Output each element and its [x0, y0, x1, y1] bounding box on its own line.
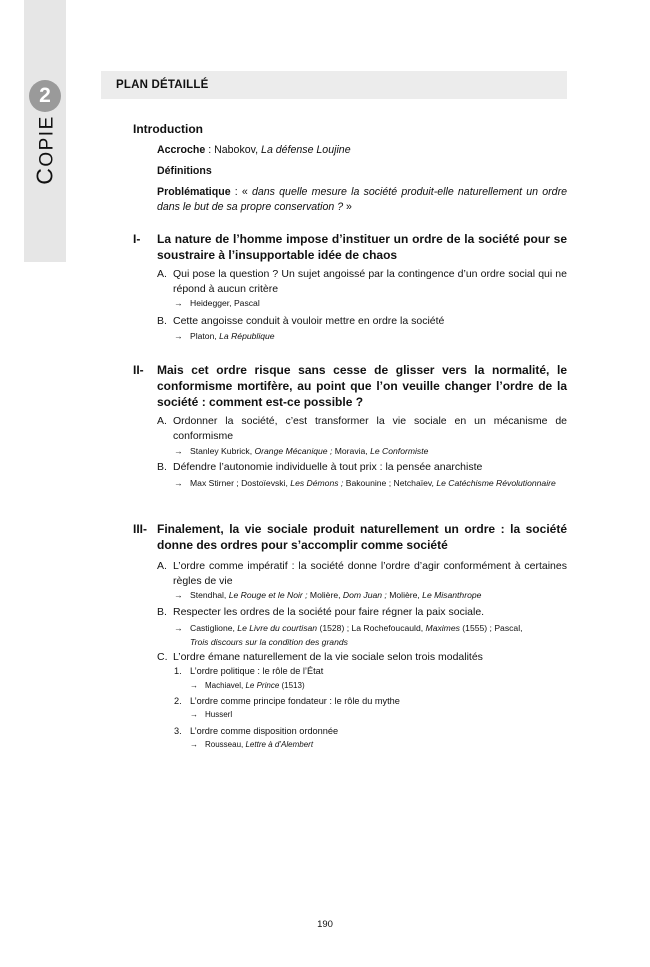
chapter-number-badge: 2 — [29, 80, 61, 112]
plan-title: PLAN DÉTAILLÉ — [116, 79, 209, 91]
part-1-item-b: B. Cette angoisse conduit à vouloir mettre en ordre la société — [157, 315, 445, 327]
part-3-item-c: C. L’ordre émane naturellement de la vie sociale selon trois modalités — [157, 651, 483, 663]
part-3-c-subitem-2: 2. L’ordre comme principe fondateur : le rôle du mythe — [174, 696, 400, 706]
arrow-icon: → — [174, 623, 183, 633]
part-3-c3-reference: → Rousseau, Lettre à d’Alembert — [190, 740, 314, 749]
part-3-a-reference: → Stendhal, Le Rouge et le Noir ; Molière, Dom Juan ; Molière, Le Misanthrope — [174, 590, 482, 600]
part-3-c1-reference: → Machiavel, Le Prince (1513) — [190, 681, 305, 690]
arrow-icon: → — [174, 478, 183, 488]
plan-header-banner — [101, 71, 567, 99]
introduction-heading: Introduction — [133, 122, 203, 136]
part-3-b-reference: → Castiglione, Le Livre du courtisan (1528) ; La Rochefoucauld, Maximes (1555) ; Pascal, Trois discours sur la condition des grands — [174, 623, 523, 647]
part-3-c2-reference: → Husserl — [190, 710, 233, 719]
part-3-item-b: B. Respecter les ordres de la société pour faire régner la paix sociale. — [157, 606, 485, 618]
part-1-item-a: A. Qui pose la question ? Un sujet angoissé par la contingence d’un ordre social qui ne répond à aucun critère — [157, 268, 567, 295]
part-3-heading: III- Finalement, la vie sociale produit naturellement un ordre : la société donne des ordres pour s’accomplir comme société — [133, 522, 567, 552]
part-2-item-b: B. Défendre l’autonomie individuelle à tout prix : la pensée anarchiste — [157, 461, 483, 473]
accroche-line: Accroche : Nabokov, La défense Loujine — [157, 144, 351, 156]
part-3-c-subitem-3: 3. L’ordre comme disposition ordonnée — [174, 726, 339, 736]
part-3-item-a: A. L’ordre comme impératif : la société donne l’ordre d’agir conformément à certaines règles de vie — [157, 560, 567, 587]
part-2-a-reference: → Stanley Kubrick, Orange Mécanique ; Moravia, Le Conformiste — [174, 446, 429, 456]
definitions-line: Définitions — [157, 165, 212, 177]
arrow-icon: → — [174, 298, 183, 308]
part-1-heading: I- La nature de l’homme impose d’instituer un ordre de la société pour se soustraire à l’insupportable idée de chaos — [133, 232, 567, 262]
problematique-paragraph: Problématique : « dans quelle mesure la société produit-elle naturellement un ordre dans le but de sa propre conservation ? » — [157, 186, 567, 213]
part-2-heading: II- Mais cet ordre risque sans cesse de glisser vers la normalité, le conformisme mortifère, au point que l’on veuille changer l’ordre de la société : comment est-ce possible ? — [133, 363, 567, 409]
chapter-sidebar — [24, 0, 66, 262]
part-1-b-reference: → Platon, La République — [174, 331, 275, 341]
arrow-icon: → — [190, 740, 198, 749]
part-2-item-a: A. Ordonner la société, c’est transformer la vie sociale en un mécanisme de conformisme — [157, 415, 567, 442]
part-2-b-reference: → Max Stirner ; Dostoïevski, Les Démons ; Bakounine ; Netchaïev, Le Catéchisme Révolutionnaire — [174, 478, 556, 488]
arrow-icon: → — [174, 446, 183, 456]
arrow-icon: → — [174, 331, 183, 341]
arrow-icon: → — [190, 681, 198, 690]
arrow-icon: → — [190, 710, 198, 719]
part-3-c-subitem-1: 1. L’ordre politique : le rôle de l’État — [174, 666, 324, 676]
section-label: COPIE — [31, 115, 58, 185]
arrow-icon: → — [174, 590, 183, 600]
part-1-a-reference: → Heidegger, Pascal — [174, 298, 260, 308]
page-number: 190 — [317, 919, 333, 930]
